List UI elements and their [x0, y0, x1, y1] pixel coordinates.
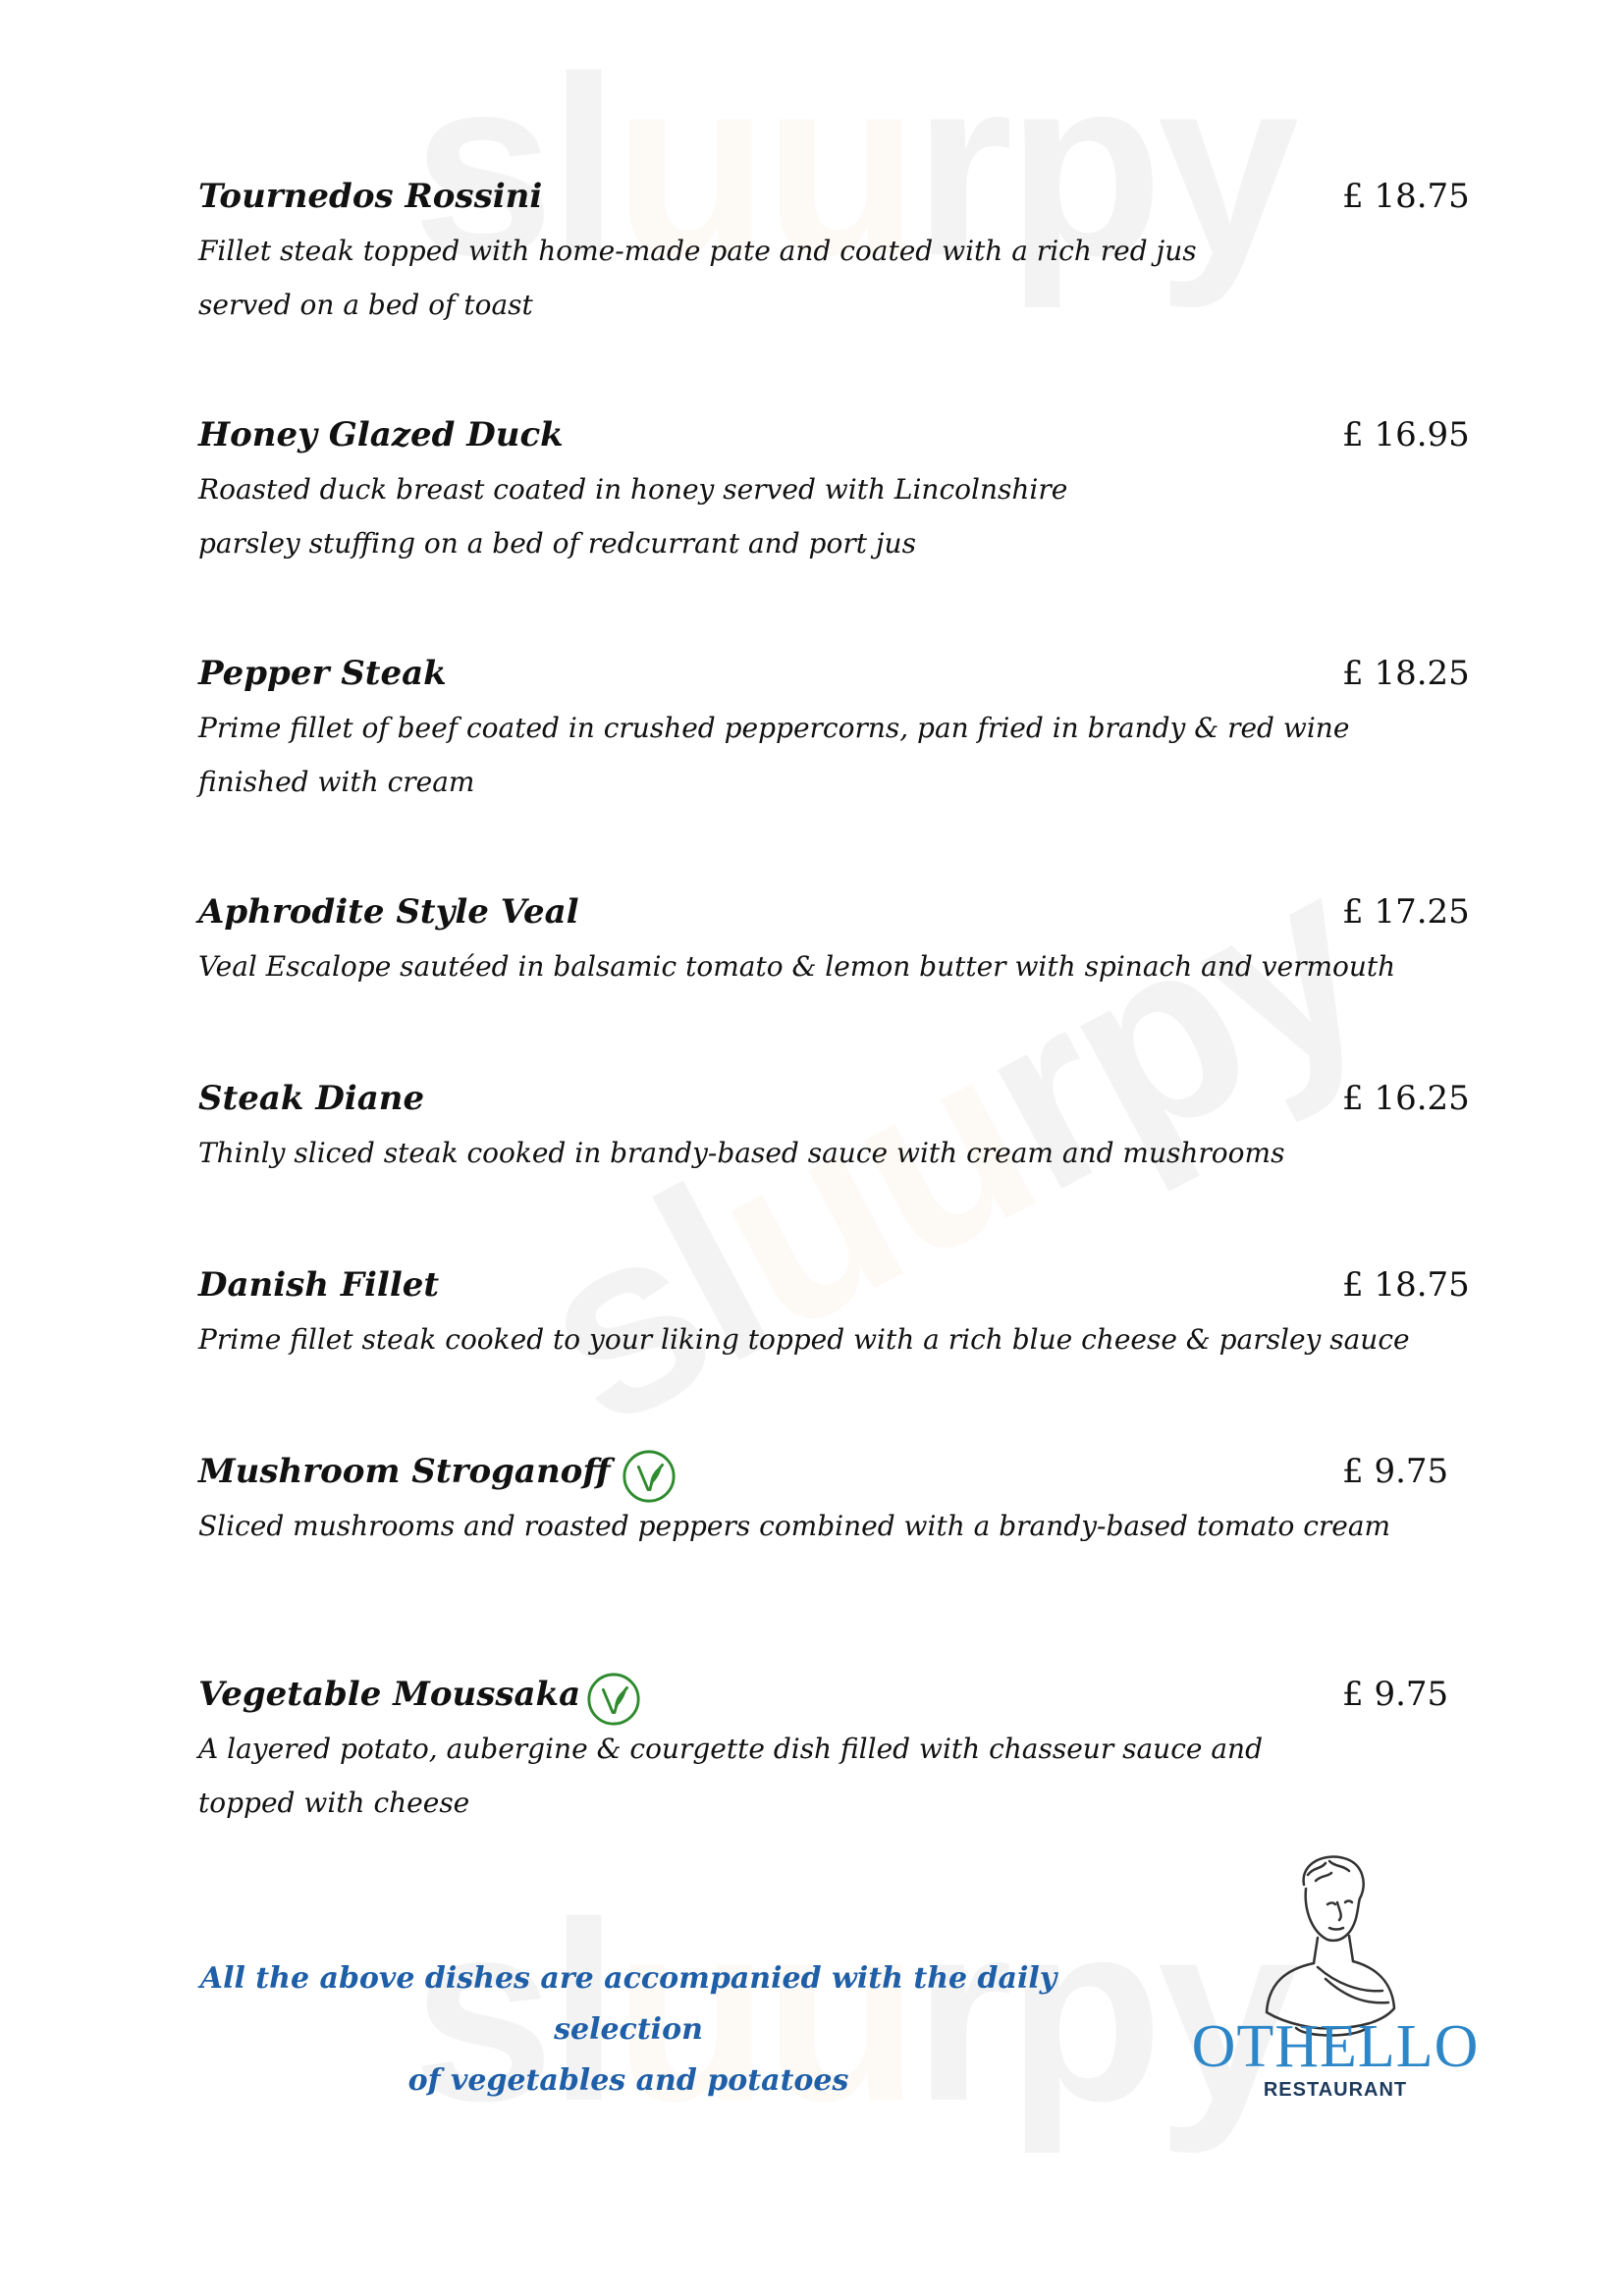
dish-price: £ 9.75 [1342, 1675, 1449, 1714]
accompaniment-note [196, 1953, 1060, 2107]
menu-item [198, 1079, 1475, 1180]
dish-price: £ 17.25 [1342, 892, 1470, 932]
restaurant-logo [1149, 1845, 1522, 2101]
dish-name: Danish Fillet [198, 1265, 440, 1305]
dish-description-line: parsley stuffing on a bed of redcurrant and port jus [198, 527, 916, 560]
dish-price: £ 9.75 [1342, 1452, 1449, 1491]
vegetarian-leaf-icon [585, 1671, 642, 1728]
dish-description-line: topped with cheese [198, 1787, 470, 1819]
logo-name: OTHELLO [1191, 2013, 1480, 2080]
dish-description [198, 1722, 1298, 1830]
logo-subtitle: RESTAURANT [1263, 2079, 1408, 2101]
dish-description-line: Prime fillet steak cooked to your liking topped with a rich blue cheese & parsley sauce [198, 1323, 1410, 1356]
menu-item [198, 892, 1475, 993]
dish-name: Honey Glazed Duck [198, 415, 564, 454]
dish-description-line: Roasted duck breast coated in honey served with Lincolnshire [198, 473, 1068, 506]
dish-description-line: Fillet steak topped with home-made pate and coated with a rich red jus [198, 235, 1197, 267]
dish-name: Steak Diane [198, 1079, 425, 1118]
dish-description [198, 1312, 1410, 1366]
dish-description [198, 701, 1350, 809]
vegetarian-leaf-icon [621, 1448, 677, 1505]
dish-description-line: served on a bed of toast [198, 289, 533, 321]
dish-price: £ 18.25 [1342, 654, 1470, 693]
dish-description [198, 224, 1298, 332]
menu-item [198, 654, 1475, 809]
menu-item [198, 1265, 1475, 1366]
dish-price: £ 18.75 [1342, 177, 1470, 216]
dish-description-line: finished with cream [198, 766, 475, 798]
dish-description [198, 939, 1396, 993]
menu-item [198, 415, 1475, 570]
dish-description-line: Sliced mushrooms and roasted peppers combined with a brandy-based tomato cream [198, 1510, 1391, 1542]
dish-description [198, 462, 1298, 570]
dish-description [198, 1499, 1391, 1553]
menu-item [198, 1675, 1475, 1830]
menu-item [198, 177, 1475, 332]
accompaniment-note-line: of vegetables and potatoes [407, 2063, 849, 2098]
dish-name: Vegetable Moussaka [198, 1675, 581, 1714]
dish-name: Tournedos Rossini [198, 177, 543, 216]
dish-description-line: Thinly sliced steak cooked in brandy-based sauce with cream and mushrooms [198, 1137, 1285, 1169]
dish-name: Pepper Steak [198, 654, 447, 693]
dish-description [198, 1126, 1298, 1180]
dish-name: Aphrodite Style Veal [198, 892, 579, 932]
accompaniment-note-line: All the above dishes are accompanied with the daily selection [199, 1961, 1057, 2047]
dish-price: £ 16.25 [1342, 1079, 1470, 1118]
dish-description-line: A layered potato, aubergine & courgette dish filled with chasseur sauce and [198, 1733, 1264, 1765]
dish-name: Mushroom Stroganoff [198, 1452, 611, 1491]
dish-description-line: Veal Escalope sautéed in balsamic tomato & lemon butter with spinach and vermouth [198, 950, 1396, 983]
dish-price: £ 18.75 [1342, 1265, 1470, 1305]
menu-item [198, 1452, 1475, 1553]
dish-description-line: Prime fillet of beef coated in crushed peppercorns, pan fried in brandy & red wine [198, 712, 1350, 744]
dish-price: £ 16.95 [1342, 415, 1470, 454]
